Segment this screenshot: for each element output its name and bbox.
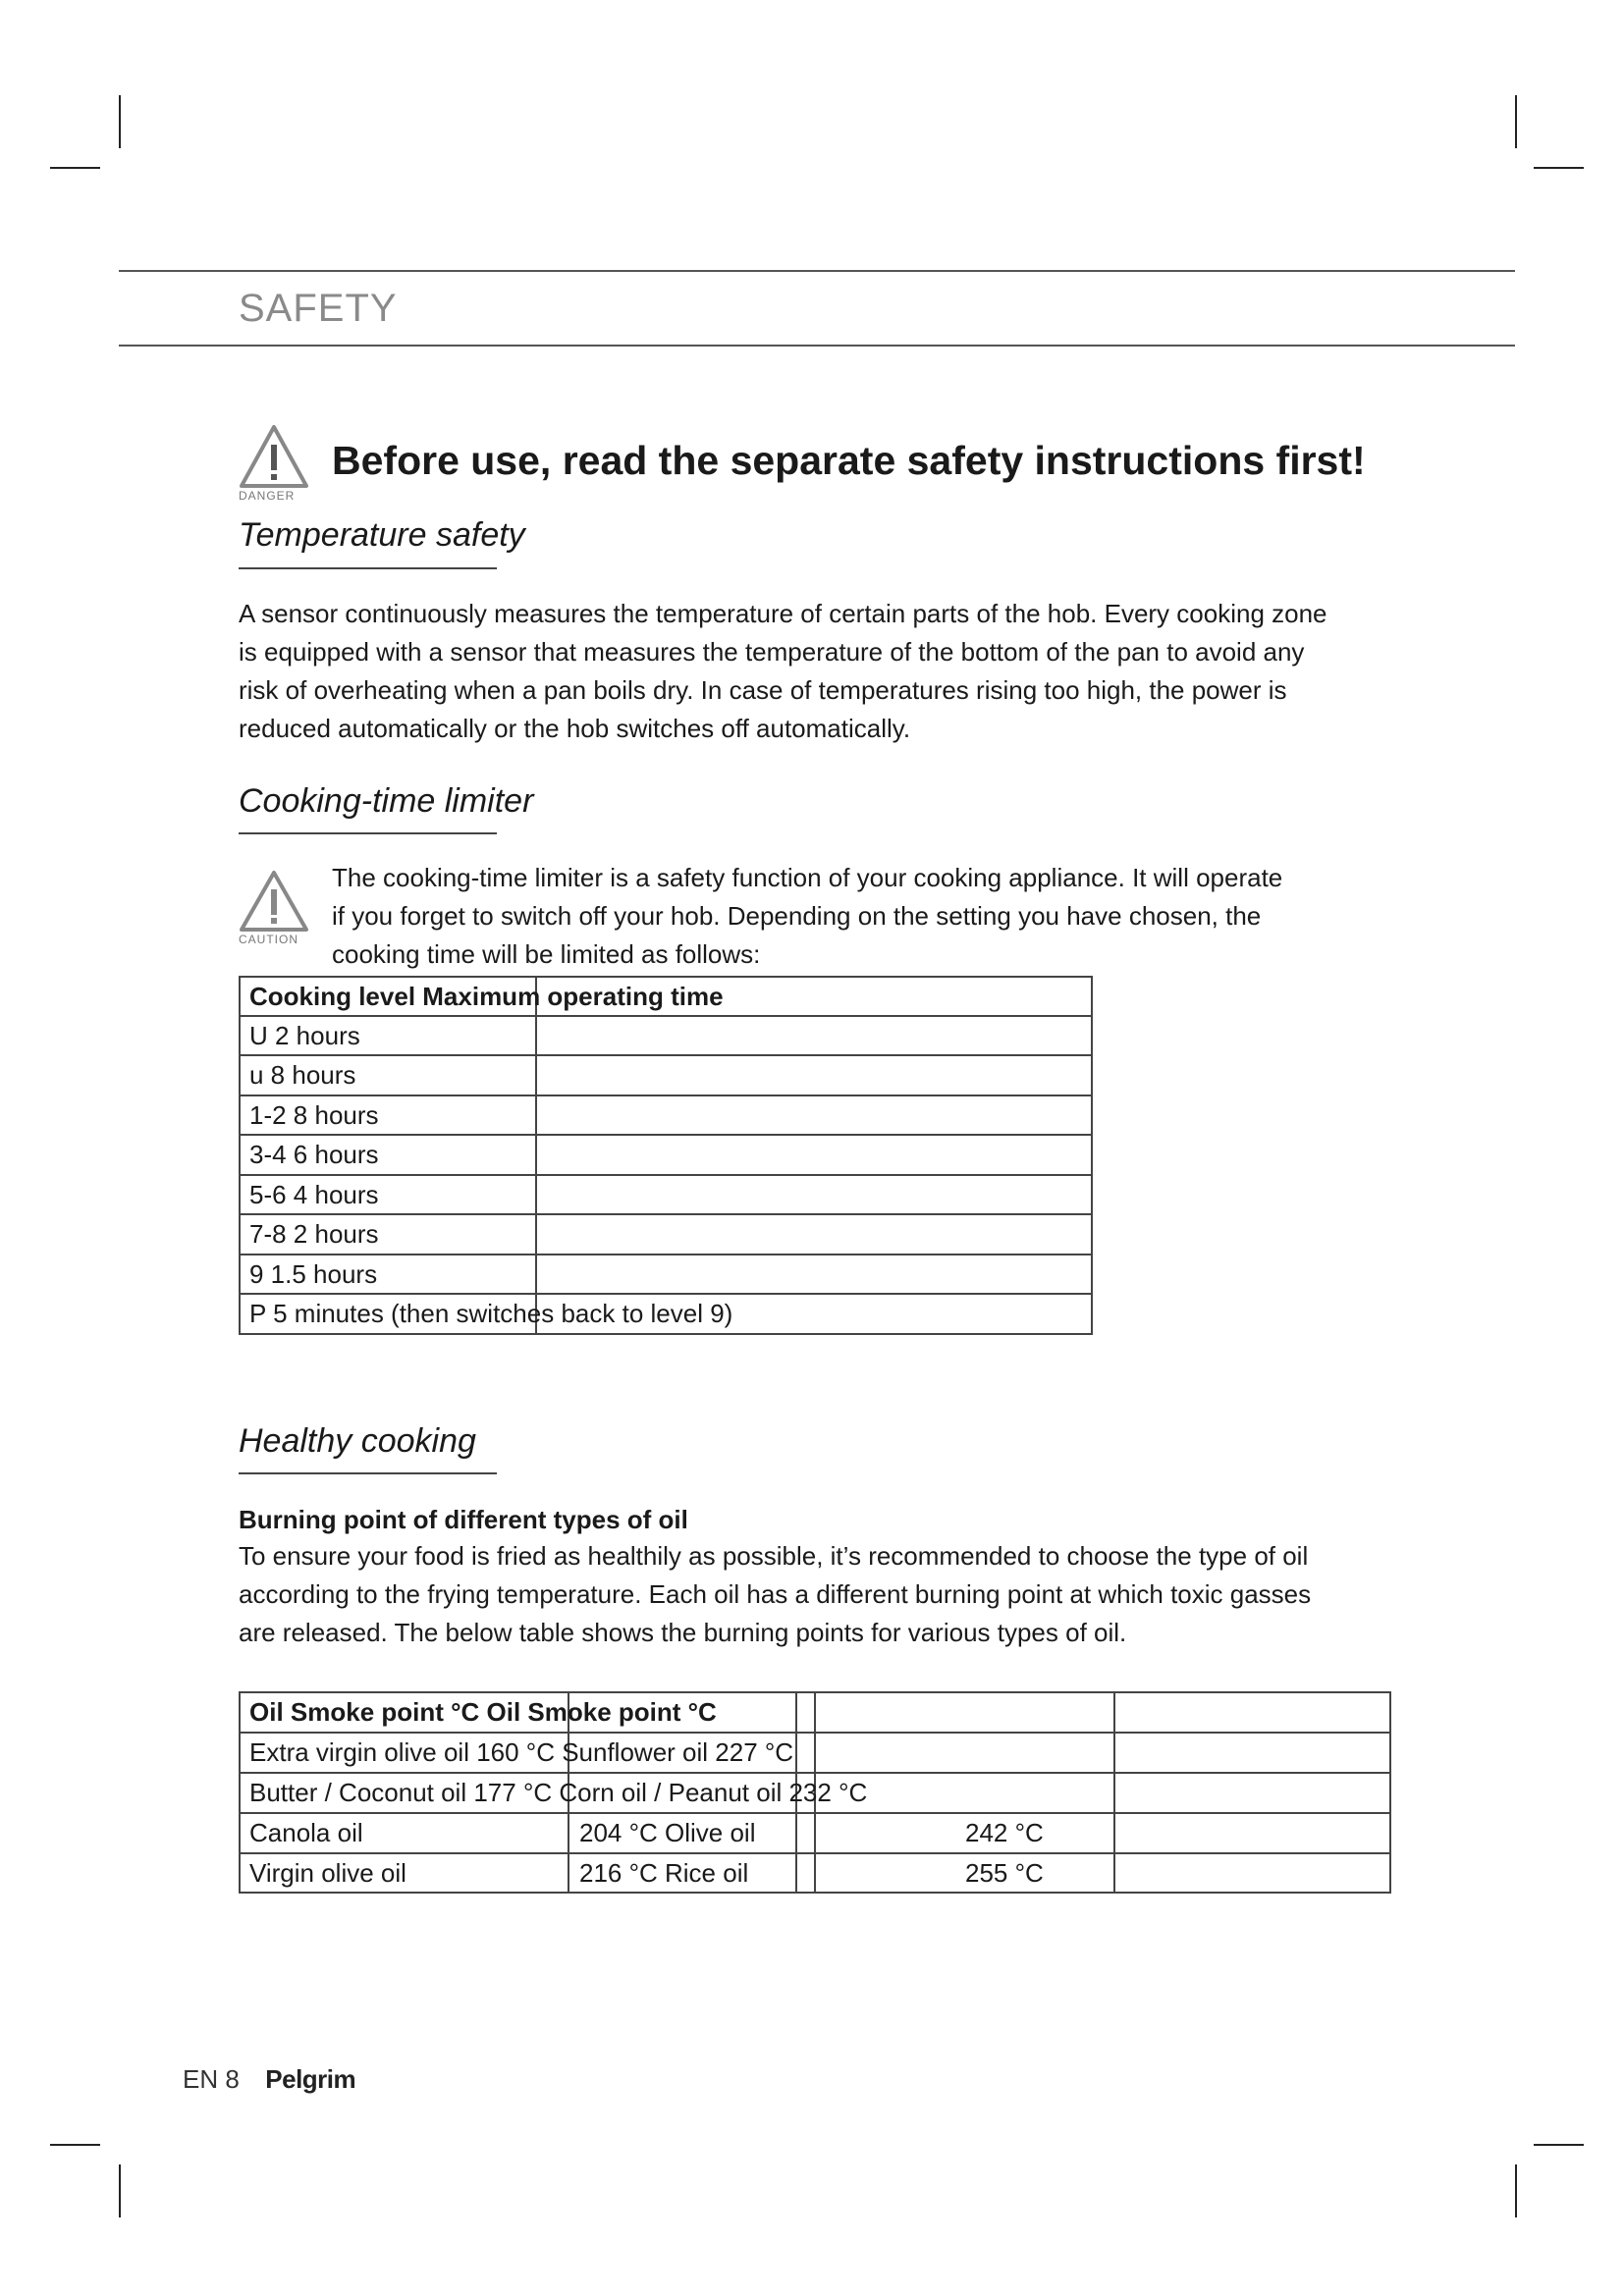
oil-table-row: Extra virgin olive oil 160 °C Sunflower oil 227 °C: [249, 1737, 794, 1767]
oil-table-cell-point: 242 °C: [965, 1818, 1044, 1847]
healthy-cooking-line-1: To ensure your food is fried as healthily as possible, it’s recommended to choose the type of oil: [239, 1541, 1309, 1571]
temperature-safety-paragraph: [239, 595, 1397, 748]
crop-mark-bottom-right-horizontal: [1534, 2144, 1584, 2146]
healthy-cooking-paragraph: [239, 1537, 1417, 1652]
table-border-bottom: [239, 1333, 1093, 1335]
temperature-safety-line-2: is equipped with a sensor that measures the temperature of the bottom of the pan to avoid any: [239, 637, 1305, 667]
cooking-table-row: 3-4 6 hours: [249, 1140, 379, 1169]
oil-table-row-line: [239, 1852, 1391, 1854]
temperature-safety-line-1: A sensor continuously measures the temperature of certain parts of the hob. Every cooking zone: [239, 599, 1327, 628]
caution-warning: [239, 870, 309, 952]
crop-mark-top-left-horizontal: [50, 167, 100, 169]
cooking-table-row: 7-8 2 hours: [249, 1219, 379, 1249]
oil-table-cell-point-oil: 204 °C Olive oil: [579, 1818, 756, 1847]
burning-point-subtitle: Burning point of different types of oil: [239, 1505, 688, 1534]
cooking-time-limiter-paragraph: [332, 859, 1412, 974]
crop-mark-top-right-vertical: [1515, 95, 1517, 148]
cooking-time-limiter-line-3: cooking time will be limited as follows:: [332, 939, 761, 969]
healthy-cooking-line-3: are released. The below table shows the burning points for various types of oil.: [239, 1618, 1127, 1647]
cooking-table-row: u 8 hours: [249, 1060, 356, 1090]
cooking-table-row: 9 1.5 hours: [249, 1259, 378, 1289]
crop-mark-top-right-horizontal: [1534, 167, 1584, 169]
oil-table-border-right: [1389, 1691, 1391, 1894]
warning-triangle-icon: [239, 870, 309, 933]
crop-mark-bottom-right-vertical: [1515, 2164, 1517, 2217]
section-title: SAFETY: [239, 287, 398, 330]
table-column-divider: [535, 976, 537, 1335]
crop-mark-bottom-left-horizontal: [50, 2144, 100, 2146]
brand-logo: Pelgrim: [265, 2064, 356, 2094]
oil-table-row: Butter / Coconut oil 177 °C Corn oil / Peanut oil 232 °C: [249, 1778, 868, 1807]
footer: [183, 2064, 355, 2095]
temperature-safety-underline: [239, 567, 497, 569]
oil-table-header: Oil Smoke point °C Oil Smoke point °C: [249, 1697, 717, 1727]
warning-triangle-icon: [239, 424, 309, 489]
cooking-level-table: [239, 976, 1093, 1335]
table-border-right: [1091, 976, 1093, 1335]
cooking-time-limiter-line-1: The cooking-time limiter is a safety function of your cooking appliance. It will operate: [332, 863, 1283, 892]
oil-table-column-divider: [1113, 1691, 1115, 1894]
temperature-safety-title: Temperature safety: [239, 516, 525, 554]
crop-mark-bottom-left-vertical: [119, 2164, 121, 2217]
caution-label: CAUTION: [239, 933, 298, 946]
temperature-safety-line-4: reduced automatically or the hob switches off automatically.: [239, 714, 911, 743]
cooking-time-limiter-line-2: if you forget to switch off your hob. Depending on the setting you have chosen, the: [332, 901, 1262, 931]
cooking-time-limiter-underline: [239, 832, 497, 834]
oil-table-cell-oil: Virgin olive oil: [249, 1858, 406, 1888]
page-number: EN 8: [183, 2064, 240, 2094]
oil-table-cell-oil: Canola oil: [249, 1818, 363, 1847]
danger-label: DANGER: [239, 489, 296, 503]
header-rule-top: [119, 270, 1515, 272]
main-heading: Before use, read the separate safety instructions first!: [332, 438, 1366, 483]
cooking-table-header: Cooking level Maximum operating time: [249, 982, 724, 1011]
oil-smoke-point-table: [239, 1691, 1391, 1894]
healthy-cooking-title: Healthy cooking: [239, 1422, 476, 1460]
crop-mark-top-left-vertical: [119, 95, 121, 148]
oil-table-cell-point: 255 °C: [965, 1858, 1044, 1888]
healthy-cooking-underline: [239, 1472, 497, 1474]
cooking-table-row: 1-2 8 hours: [249, 1100, 379, 1130]
oil-table-border-left: [239, 1691, 241, 1894]
cooking-table-row: 5-6 4 hours: [249, 1180, 379, 1209]
oil-table-cell-point-oil: 216 °C Rice oil: [579, 1858, 749, 1888]
healthy-cooking-line-2: according to the frying temperature. Each oil has a different burning point at which toxic gasses: [239, 1579, 1312, 1609]
oil-table-row-line: [239, 1812, 1391, 1814]
header-rule-bottom: [119, 345, 1515, 347]
table-row-line: [239, 1054, 1093, 1056]
cooking-table-row: P 5 minutes (then switches back to level 9): [249, 1299, 733, 1328]
table-border-left: [239, 976, 241, 1335]
danger-warning: [239, 424, 309, 507]
cooking-table-row: U 2 hours: [249, 1021, 360, 1050]
cooking-time-limiter-title: Cooking-time limiter: [239, 782, 534, 820]
temperature-safety-line-3: risk of overheating when a pan boils dry. In case of temperatures rising too high, the power is: [239, 675, 1287, 705]
